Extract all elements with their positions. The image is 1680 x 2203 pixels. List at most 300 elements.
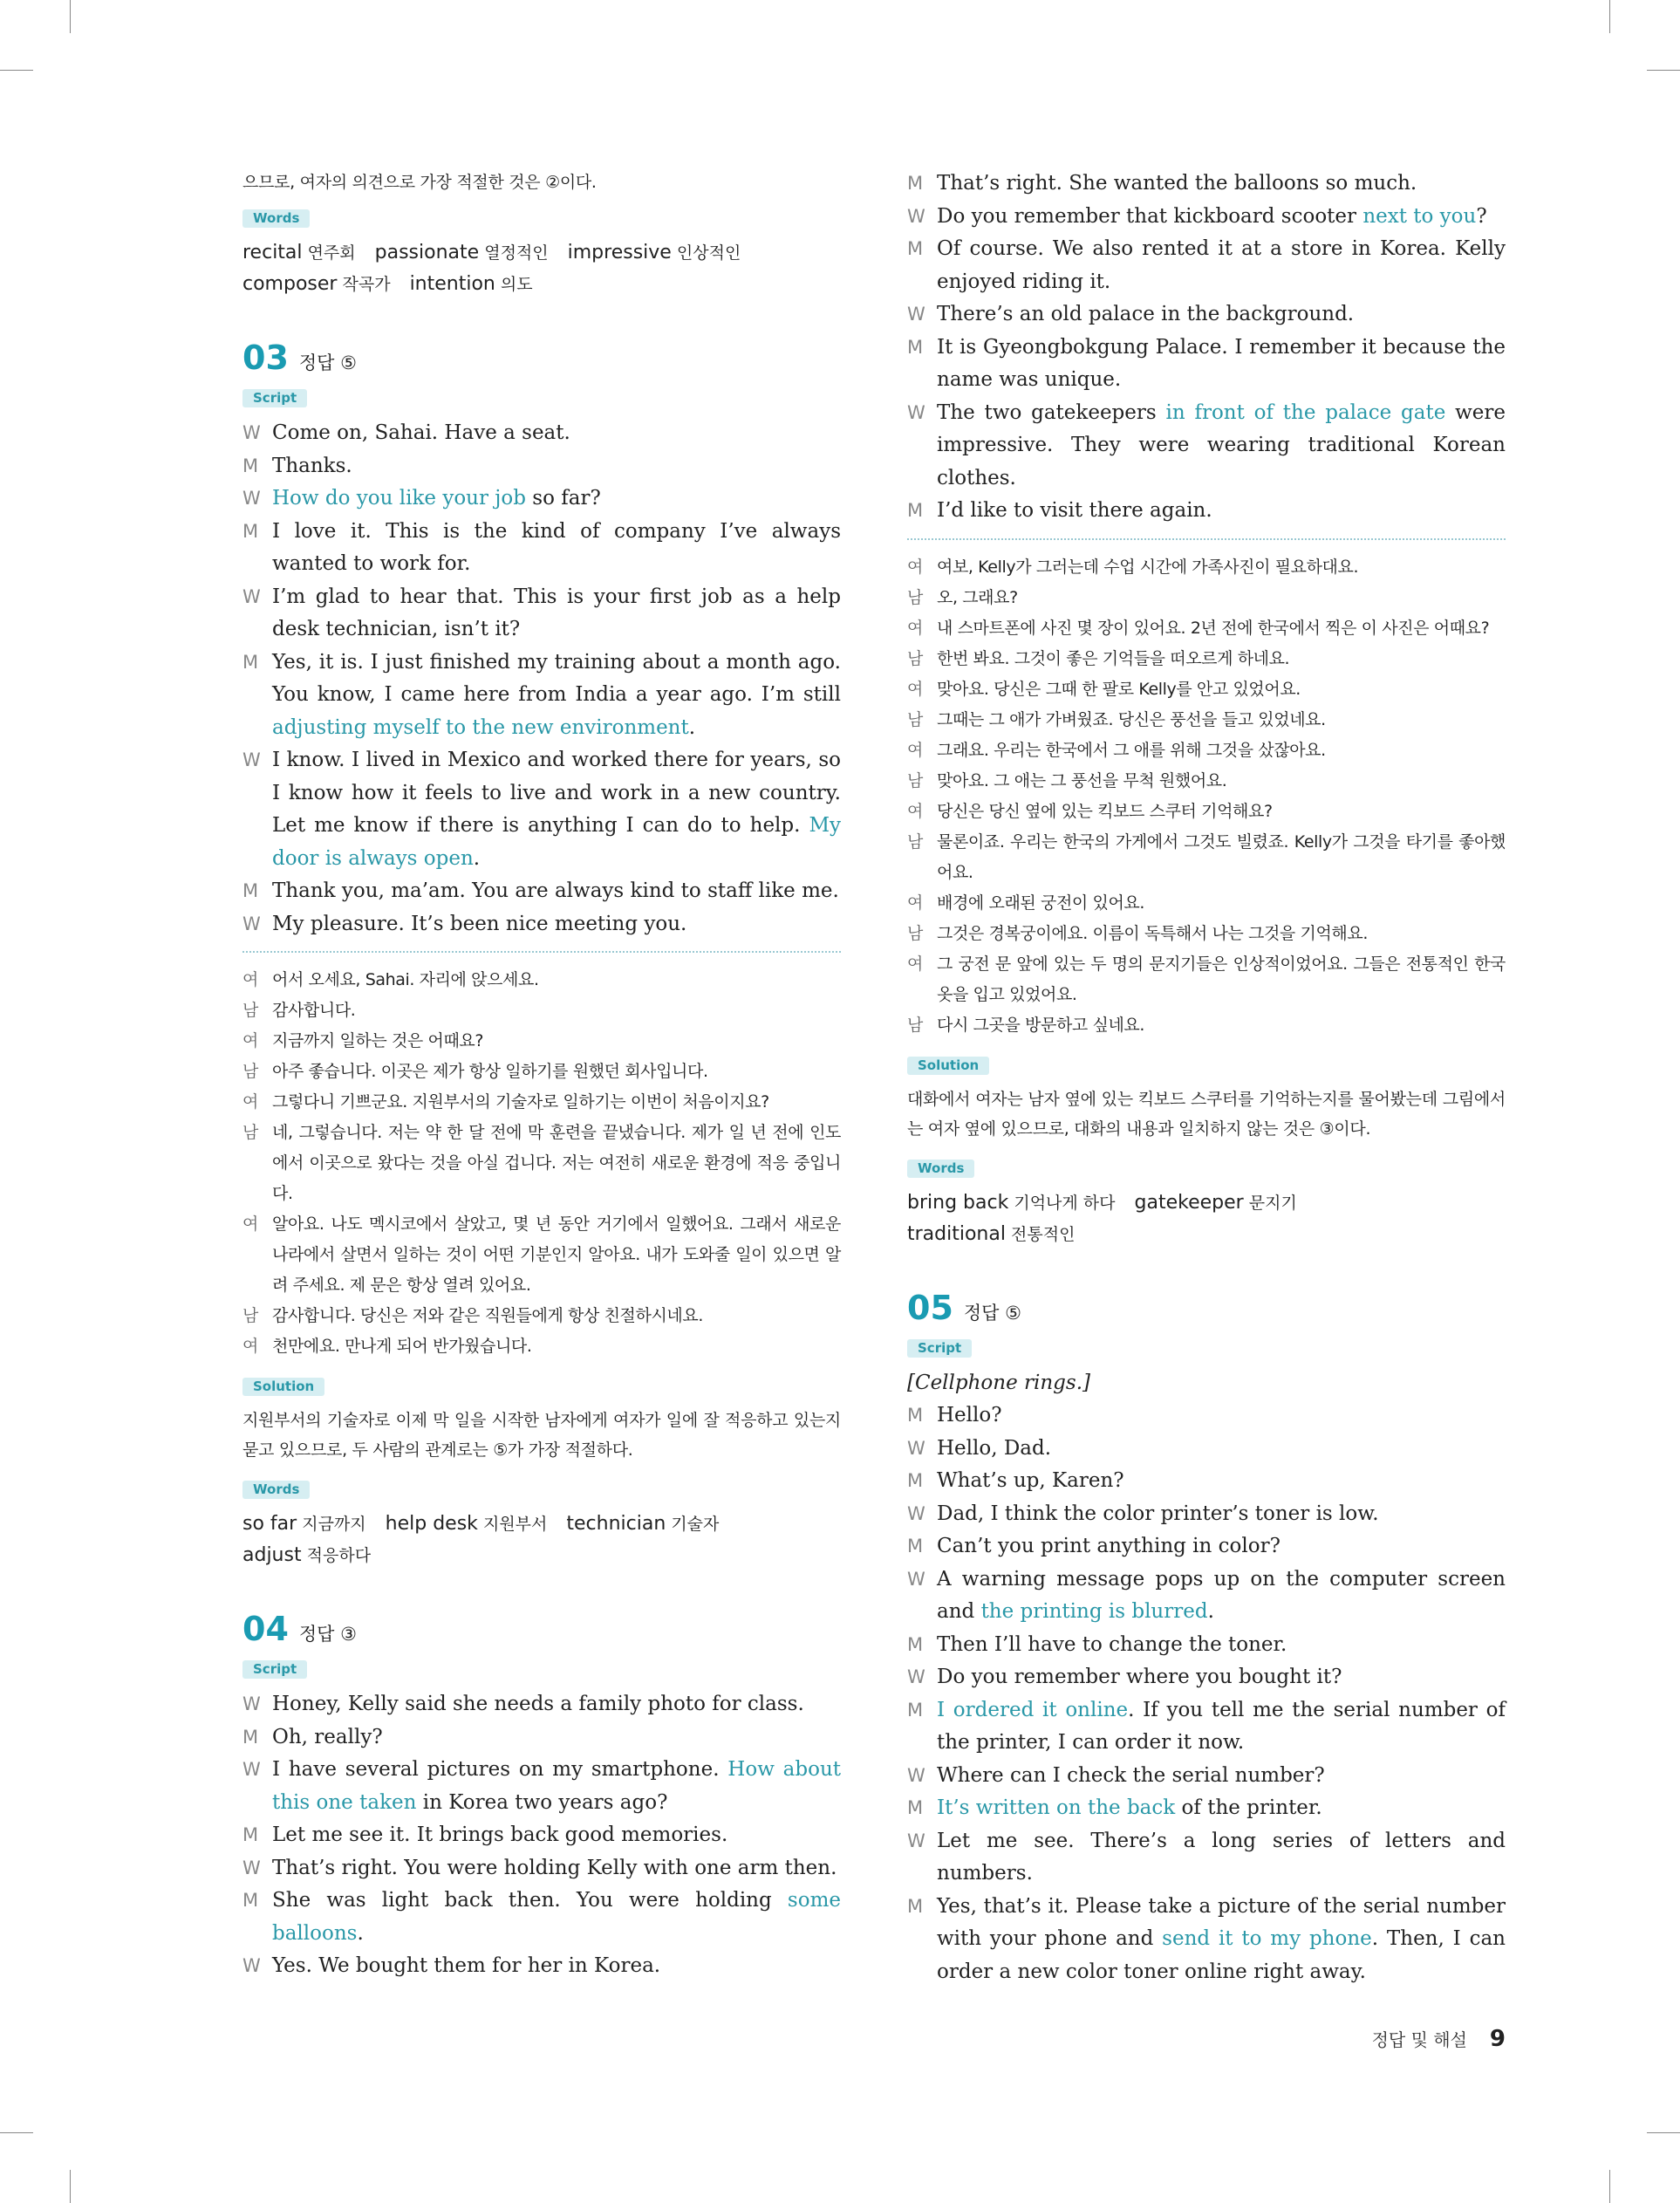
answer-label: 정답 ⑤ — [963, 1302, 1021, 1324]
word-en: bring back — [907, 1191, 1009, 1214]
highlighted-phrase: send it to my phone — [1162, 1927, 1372, 1950]
script-tag: Script — [907, 1339, 972, 1358]
dialogue-line — [242, 417, 841, 450]
text-run: so far? — [525, 487, 601, 510]
translation-line — [907, 735, 1506, 766]
word-entry — [907, 1223, 1075, 1245]
dialogue-text — [937, 1891, 1506, 1989]
highlighted-phrase: some balloons — [272, 1889, 841, 1945]
translation-line — [907, 674, 1506, 705]
word-en: intention — [409, 273, 495, 295]
dialogue-line — [242, 1950, 841, 1983]
translation-line — [907, 827, 1506, 888]
script-lines — [907, 168, 1506, 528]
dialogue-line — [907, 298, 1506, 332]
dialogue-line — [907, 1825, 1506, 1891]
words-tag: Words — [242, 1481, 310, 1499]
solution-tag: Solution — [242, 1378, 324, 1396]
highlighted-phrase: How about this one taken — [272, 1758, 842, 1814]
text-run: I’m glad to hear that. This is your first job as a help desk technician, isn’t it? — [272, 585, 841, 640]
speaker-label: W — [907, 1437, 925, 1459]
word-en: so far — [242, 1513, 297, 1535]
highlighted-phrase: I ordered it online — [937, 1698, 1129, 1721]
stage-direction: [Cellphone rings.] — [907, 1371, 1090, 1394]
dialogue-line — [907, 1760, 1506, 1793]
speaker-label: M — [242, 1726, 259, 1748]
translation-text: 내 스마트폰에 사진 몇 장이 있어요. 2년 전에 한국에서 찍은 이 사진은 어때요? — [937, 618, 1490, 638]
speaker-label: M — [907, 1633, 924, 1655]
word-entry — [1135, 1192, 1297, 1214]
text-run: Can’t you print anything in color? — [937, 1535, 1280, 1557]
translation-line — [907, 583, 1506, 613]
speaker-label: 여 — [907, 679, 923, 699]
dialogue-text — [937, 168, 1506, 201]
words-list — [907, 1187, 1506, 1250]
speaker-label: M — [907, 1536, 924, 1556]
dialogue-text — [272, 744, 841, 875]
dialogue-line — [907, 168, 1506, 201]
text-run: I love it. This is the kind of company I’ve always wanted to work for. — [272, 519, 841, 575]
speaker-label: 여 — [907, 893, 923, 913]
speaker-label: W — [907, 401, 925, 423]
speaker-label: M — [907, 238, 924, 259]
dialogue-text — [937, 1694, 1506, 1760]
text-run: . — [357, 1921, 364, 1945]
crop-mark — [1647, 2132, 1680, 2133]
script-lines — [242, 1688, 841, 1983]
highlighted-phrase: the printing is blurred — [980, 1600, 1208, 1623]
dialogue-line — [907, 233, 1506, 298]
speaker-label: M — [907, 500, 924, 521]
speaker-label: 남 — [907, 770, 923, 790]
speaker-label: 남 — [907, 831, 923, 852]
dialogue-line — [907, 332, 1506, 397]
word-entry — [907, 1192, 1116, 1214]
divider — [907, 538, 1506, 540]
dialogue-text — [272, 908, 841, 941]
dialogue-text — [272, 1688, 841, 1721]
text-run: Thanks. — [272, 454, 352, 477]
dialogue-line — [242, 1688, 841, 1721]
translation-text: 배경에 오래된 궁전이 있어요. — [937, 893, 1145, 913]
translation-text: 그래요. 우리는 한국에서 그 애를 위해 그것을 샀잖아요. — [937, 740, 1326, 760]
highlighted-phrase: It’s written on the back — [937, 1796, 1176, 1819]
script-lines — [907, 1399, 1506, 1988]
speaker-label: 여 — [242, 1092, 258, 1112]
dialogue-line — [907, 1792, 1506, 1825]
dialogue-text — [272, 1885, 841, 1950]
dialogue-line — [907, 1433, 1506, 1466]
highlighted-phrase: How do you like your job — [272, 487, 526, 510]
translation-line — [242, 1026, 841, 1057]
text-run: ? — [1476, 204, 1487, 228]
text-run: Yes, that’s it. Please take a picture of the serial number with your phone and — [937, 1894, 1506, 1950]
divider — [242, 951, 841, 953]
words-row — [242, 237, 841, 269]
translation-text: 맞아요. 당신은 그때 한 팔로 Kelly를 안고 있었어요. — [937, 679, 1301, 699]
text-run: Yes. We bought them for her in Korea. — [272, 1954, 661, 1977]
word-entry — [568, 242, 741, 263]
translation-text: 물론이죠. 우리는 한국의 가게에서 그것도 빌렸죠. Kelly가 그것을 타기를 좋아했어요. — [937, 831, 1506, 882]
translation-text: 네, 그렇습니다. 저는 약 한 달 전에 막 훈련을 끝냈습니다. 제가 일 년 전에 인도에서 이곳으로 왔다는 것을 아실 겁니다. 저는 여전히 새로운 환경에 적응 중입니다. — [272, 1123, 841, 1203]
translation-text: 한번 봐요. 그것이 좋은 기억들을 떠오르게 하네요. — [937, 648, 1290, 668]
dialogue-text — [937, 298, 1506, 332]
translation-line — [907, 644, 1506, 674]
dialogue-text — [272, 1819, 841, 1852]
dialogue-text — [272, 482, 841, 516]
translation-line — [242, 965, 841, 995]
speaker-label: W — [242, 1759, 261, 1780]
speaker-label: W — [242, 422, 261, 443]
speaker-label: W — [907, 1666, 925, 1687]
dialogue-text — [937, 332, 1506, 397]
footer-label: 정답 및 해설 — [1371, 2029, 1467, 2050]
text-run: What’s up, Karen? — [937, 1469, 1124, 1492]
translation-line — [907, 949, 1506, 1010]
words-tag: Words — [907, 1160, 974, 1178]
speaker-label: 여 — [907, 557, 923, 577]
translation-text: 다시 그곳을 방문하고 싶네요. — [937, 1015, 1145, 1035]
speaker-label: M — [242, 520, 259, 542]
word-en: gatekeeper — [1134, 1191, 1244, 1214]
translation-text: 감사합니다. 당신은 저와 같은 직원들에게 항상 친절하시네요. — [272, 1306, 703, 1325]
dialogue-text — [272, 1721, 841, 1755]
dialogue-text — [272, 450, 841, 483]
answer-label: 정답 ③ — [298, 1624, 357, 1645]
words-row — [907, 1219, 1506, 1250]
dialogue-text — [937, 495, 1506, 528]
text-run: Dad, I think the color printer’s toner is low. — [937, 1502, 1379, 1525]
dialogue-line — [242, 1754, 841, 1819]
word-en: technician — [566, 1513, 666, 1535]
text-run: Come on, Sahai. Have a seat. — [272, 421, 570, 444]
text-run: There’s an old palace in the background. — [937, 303, 1355, 325]
text-run: Where can I check the serial number? — [937, 1763, 1325, 1787]
dialogue-line — [907, 1891, 1506, 1989]
translation-line — [242, 995, 841, 1026]
question-number: 05 — [907, 1288, 953, 1327]
speaker-label: M — [907, 336, 924, 358]
dialogue-text — [272, 647, 841, 745]
word-en: traditional — [907, 1222, 1006, 1245]
words-tag: Words — [242, 209, 310, 228]
question-number: 03 — [242, 339, 289, 377]
speaker-label: 남 — [907, 709, 923, 729]
dialogue-text — [937, 1629, 1506, 1662]
dialogue-line — [242, 1852, 841, 1885]
words-row — [242, 269, 841, 300]
text-run: A warning message pops up on the computer screen and — [937, 1567, 1506, 1623]
word-ko: 문지기 — [1243, 1193, 1297, 1213]
word-ko: 의도 — [495, 275, 533, 294]
translation-text: 그것은 경복궁이에요. 이름이 독특해서 나는 그것을 기억해요. — [937, 923, 1368, 943]
speaker-label: 남 — [242, 1123, 258, 1142]
dialogue-text — [272, 516, 841, 581]
crop-mark — [1647, 70, 1680, 71]
speaker-label: M — [907, 1699, 924, 1721]
words-row — [242, 1509, 841, 1540]
translation-line — [907, 766, 1506, 797]
translation-line — [242, 1331, 841, 1362]
speaker-label: M — [907, 1797, 924, 1818]
speaker-label: 남 — [907, 1015, 923, 1035]
text-run: Thank you, ma’am. You are always kind to staff like me. — [272, 879, 839, 902]
dialogue-line — [242, 450, 841, 483]
speaker-label: M — [907, 173, 924, 194]
word-entry — [242, 242, 356, 263]
speaker-label: W — [242, 585, 261, 607]
translation-line — [242, 1301, 841, 1331]
dialogue-line — [907, 495, 1506, 528]
speaker-label: 남 — [907, 587, 923, 607]
solution-text: 지원부서의 기술자로 이제 막 일을 시작한 남자에게 여자가 일에 잘 적응하고 있는지 묻고 있으므로, 두 사람의 관계로는 ⑤가 가장 적절하다. — [242, 1411, 841, 1460]
crop-mark — [70, 0, 71, 33]
highlighted-phrase: My door is always open — [272, 814, 841, 870]
speaker-label: M — [242, 1824, 259, 1845]
dialogue-line — [907, 397, 1506, 496]
word-entry — [242, 273, 391, 295]
highlighted-phrase: in front of the palace gate — [1165, 400, 1446, 424]
dialogue-line — [242, 908, 841, 941]
word-entry — [566, 1513, 719, 1535]
speaker-label: M — [907, 1470, 924, 1491]
dialogue-text — [937, 1792, 1506, 1825]
speaker-label: W — [242, 1857, 261, 1878]
dialogue-text — [272, 1950, 841, 1983]
translation-text: 천만에요. 만나게 되어 반가웠습니다. — [272, 1337, 532, 1356]
text-run: Oh, really? — [272, 1725, 383, 1748]
speaker-label: 여 — [907, 618, 923, 638]
dialogue-line — [907, 1661, 1506, 1694]
dialogue-text — [272, 1754, 841, 1819]
text-run: Hello, Dad. — [937, 1436, 1052, 1460]
dialogue-text — [937, 1465, 1506, 1498]
text-run: . — [688, 715, 696, 739]
translation-text: 알아요. 나도 멕시코에서 살았고, 몇 년 동안 거기에서 일했어요. 그래서 새로운 나라에서 살면서 일하는 것이 어떤 기분인지 알아요. 내가 도와줄 일이 있으면 알려 주세요. 제 문은 항상 열려 있어요. — [272, 1214, 841, 1295]
dialogue-text — [937, 1530, 1506, 1563]
text-run: . Then, I can order a new color toner online right away. — [937, 1927, 1506, 1983]
dialogue-text — [937, 1433, 1506, 1466]
translation-text: 어서 오세요, Sahai. 자리에 앉으세요. — [272, 970, 539, 989]
translation-text: 여보, Kelly가 그러는데 수업 시간에 가족사진이 필요하대요. — [937, 557, 1359, 577]
text-run: She was light back then. You were holding — [272, 1889, 788, 1912]
word-en: help desk — [385, 1513, 478, 1535]
dialogue-line — [907, 1563, 1506, 1629]
word-entry — [242, 1544, 371, 1566]
speaker-label: W — [242, 1955, 261, 1976]
page-number: 9 — [1489, 2026, 1506, 2052]
solution-tag: Solution — [907, 1057, 989, 1075]
page-footer — [1372, 2026, 1506, 2052]
text-run: Then I’ll have to change the toner. — [937, 1632, 1287, 1656]
translation-text: 그때는 그 애가 가벼웠죠. 당신은 풍선을 들고 있었네요. — [937, 709, 1326, 729]
dialogue-text — [937, 233, 1506, 298]
words-list — [242, 1509, 841, 1571]
dialogue-line — [907, 201, 1506, 234]
text-run: Honey, Kelly said she needs a family photo for class. — [272, 1693, 804, 1715]
korean-translation — [242, 965, 841, 1362]
dialogue-line — [907, 1530, 1506, 1563]
text-run: Hello? — [937, 1404, 1002, 1426]
translation-line — [907, 1010, 1506, 1041]
word-entry — [386, 1513, 548, 1535]
dialogue-line — [907, 1465, 1506, 1498]
translation-text: 그렇다니 기쁘군요. 지원부서의 기술자로 일하기는 이번이 처음이지요? — [272, 1092, 769, 1112]
dialogue-text — [937, 201, 1506, 234]
text-run: Of course. We also rented it at a store in Korea. Kelly enjoyed riding it. — [937, 237, 1506, 293]
highlighted-phrase: adjusting myself to the new environment — [272, 715, 689, 739]
word-ko: 연주회 — [302, 243, 356, 263]
speaker-label: W — [907, 1502, 925, 1524]
word-en: passionate — [374, 242, 480, 263]
speaker-label: 여 — [907, 801, 923, 821]
translation-line — [907, 552, 1506, 583]
speaker-label: W — [242, 1693, 261, 1714]
speaker-label: M — [242, 651, 259, 673]
speaker-label: 여 — [907, 740, 923, 760]
translation-text: 오, 그래요? — [937, 587, 1018, 607]
dialogue-line — [242, 647, 841, 745]
translation-text: 지금까지 일하는 것은 어때요? — [272, 1031, 484, 1050]
word-entry — [375, 242, 549, 263]
text-run: My pleasure. It’s been nice meeting you. — [272, 912, 687, 935]
speaker-label: M — [242, 455, 259, 476]
words-list — [242, 237, 841, 300]
translation-line — [242, 1209, 841, 1301]
text-run: Let me see it. It brings back good memories. — [272, 1823, 728, 1846]
dialogue-text — [272, 1852, 841, 1885]
speaker-label: 여 — [242, 1031, 258, 1050]
speaker-label: M — [242, 1890, 259, 1911]
speaker-label: 여 — [242, 970, 258, 989]
speaker-label: W — [907, 1568, 925, 1590]
dialogue-text — [937, 397, 1506, 496]
dialogue-text — [272, 581, 841, 647]
speaker-label: 남 — [907, 923, 923, 943]
translation-line — [907, 919, 1506, 949]
dialogue-line — [242, 1721, 841, 1755]
text-run: I have several pictures on my smartphone. — [272, 1758, 728, 1781]
left-column — [242, 168, 841, 1983]
speaker-label: 여 — [242, 1337, 258, 1356]
translation-line — [907, 888, 1506, 919]
dialogue-line — [242, 516, 841, 581]
text-run: That’s right. You were holding Kelly with one arm then. — [272, 1856, 837, 1879]
translation-line — [907, 613, 1506, 644]
speaker-label: W — [907, 1830, 925, 1851]
word-en: impressive — [567, 242, 672, 263]
text-run: Do you remember that kickboard scooter — [937, 204, 1363, 228]
crop-mark — [0, 2132, 33, 2133]
speaker-label: 남 — [242, 1306, 258, 1325]
translation-text: 맞아요. 그 애는 그 풍선을 무척 원했어요. — [937, 770, 1227, 790]
question-header — [907, 1289, 1506, 1327]
word-ko: 지금까지 — [297, 1515, 366, 1534]
solution-text: 대화에서 여자는 남자 옆에 있는 킥보드 스쿠터를 기억하는지를 물어봤는데 그림에서는 여자 옆에 있으므로, 대화의 내용과 일치하지 않는 것은 ③이다. — [907, 1089, 1506, 1139]
speaker-label: W — [242, 488, 261, 509]
text-run: The two gatekeepers — [937, 400, 1166, 424]
dialogue-text — [937, 1498, 1506, 1531]
text-run: I know. I lived in Mexico and worked there for years, so I know how it feels to live and work in a new country. Let me know if there is anything I can do to help. — [272, 749, 841, 837]
right-column — [907, 168, 1506, 1988]
speaker-label: M — [907, 1895, 924, 1917]
word-ko: 작곡가 — [337, 275, 391, 294]
speaker-label: W — [907, 205, 925, 227]
answer-label: 정답 ⑤ — [298, 352, 357, 373]
translation-text: 감사합니다. — [272, 1001, 356, 1020]
word-ko: 적응하다 — [301, 1546, 372, 1565]
words-row — [907, 1187, 1506, 1219]
intro-text: 으므로, 여자의 의견으로 가장 적절한 것은 ②이다. — [242, 173, 597, 192]
crop-mark — [0, 70, 33, 71]
speaker-label: W — [242, 913, 261, 934]
dialogue-line — [242, 875, 841, 908]
word-en: recital — [242, 242, 303, 263]
text-run: were impressive. They were wearing traditional Korean clothes. — [937, 400, 1506, 489]
word-en: composer — [242, 273, 338, 295]
translation-line — [907, 797, 1506, 827]
speaker-label: 여 — [242, 1214, 258, 1234]
speaker-label: W — [242, 749, 261, 770]
word-ko: 기억나게 하다 — [1008, 1193, 1116, 1213]
text-run: Do you remember where you bought it? — [937, 1666, 1342, 1688]
question-header — [242, 1610, 841, 1648]
word-ko: 열정적인 — [479, 243, 549, 263]
word-ko: 전통적인 — [1005, 1224, 1076, 1244]
crop-mark — [70, 2170, 71, 2203]
script-tag: Script — [242, 1660, 307, 1679]
word-ko: 지원부서 — [477, 1515, 548, 1534]
script-tag: Script — [242, 389, 307, 407]
dialogue-line — [242, 744, 841, 875]
speaker-label: 남 — [242, 1001, 258, 1020]
text-run: It is Gyeongbokgung Palace. I remember it because the name was unique. — [937, 335, 1506, 391]
speaker-label: 남 — [242, 1062, 258, 1081]
dialogue-line — [907, 1694, 1506, 1760]
word-ko: 기술자 — [666, 1515, 720, 1534]
translation-line — [242, 1057, 841, 1087]
text-run: Let me see. There’s a long series of letters and numbers. — [937, 1829, 1506, 1885]
words-row — [242, 1540, 841, 1571]
dialogue-line — [242, 581, 841, 647]
highlighted-phrase: next to you — [1362, 204, 1477, 228]
dialogue-line — [242, 1885, 841, 1950]
dialogue-line — [242, 482, 841, 516]
crop-mark — [1609, 0, 1610, 33]
dialogue-text — [937, 1563, 1506, 1629]
dialogue-text — [937, 1760, 1506, 1793]
text-run: . — [473, 846, 481, 870]
translation-text: 당신은 당신 옆에 있는 킥보드 스쿠터 기억해요? — [937, 801, 1273, 821]
translation-line — [242, 1118, 841, 1209]
speaker-label: M — [907, 1405, 924, 1426]
speaker-label: M — [242, 880, 259, 901]
question-header — [242, 339, 841, 377]
question-number: 04 — [242, 1610, 289, 1648]
word-ko: 인상적인 — [671, 243, 741, 263]
translation-line — [907, 705, 1506, 735]
dialogue-line — [242, 1819, 841, 1852]
translation-text: 그 궁전 문 앞에 있는 두 명의 문지기들은 인상적이었어요. 그들은 전통적인 한국 옷을 입고 있었어요. — [937, 954, 1506, 1004]
word-en: adjust — [242, 1544, 302, 1566]
dialogue-text — [272, 875, 841, 908]
text-run: . If you tell me the serial number of the printer, I can order it now. — [937, 1698, 1506, 1754]
dialogue-line — [907, 1629, 1506, 1662]
script-lines — [242, 417, 841, 941]
text-run: . — [1207, 1600, 1214, 1623]
speaker-label: W — [907, 1764, 925, 1786]
text-run: Yes, it is. I just finished my training about a month ago. You know, I came here from India a year ago. I’m still — [272, 650, 841, 706]
